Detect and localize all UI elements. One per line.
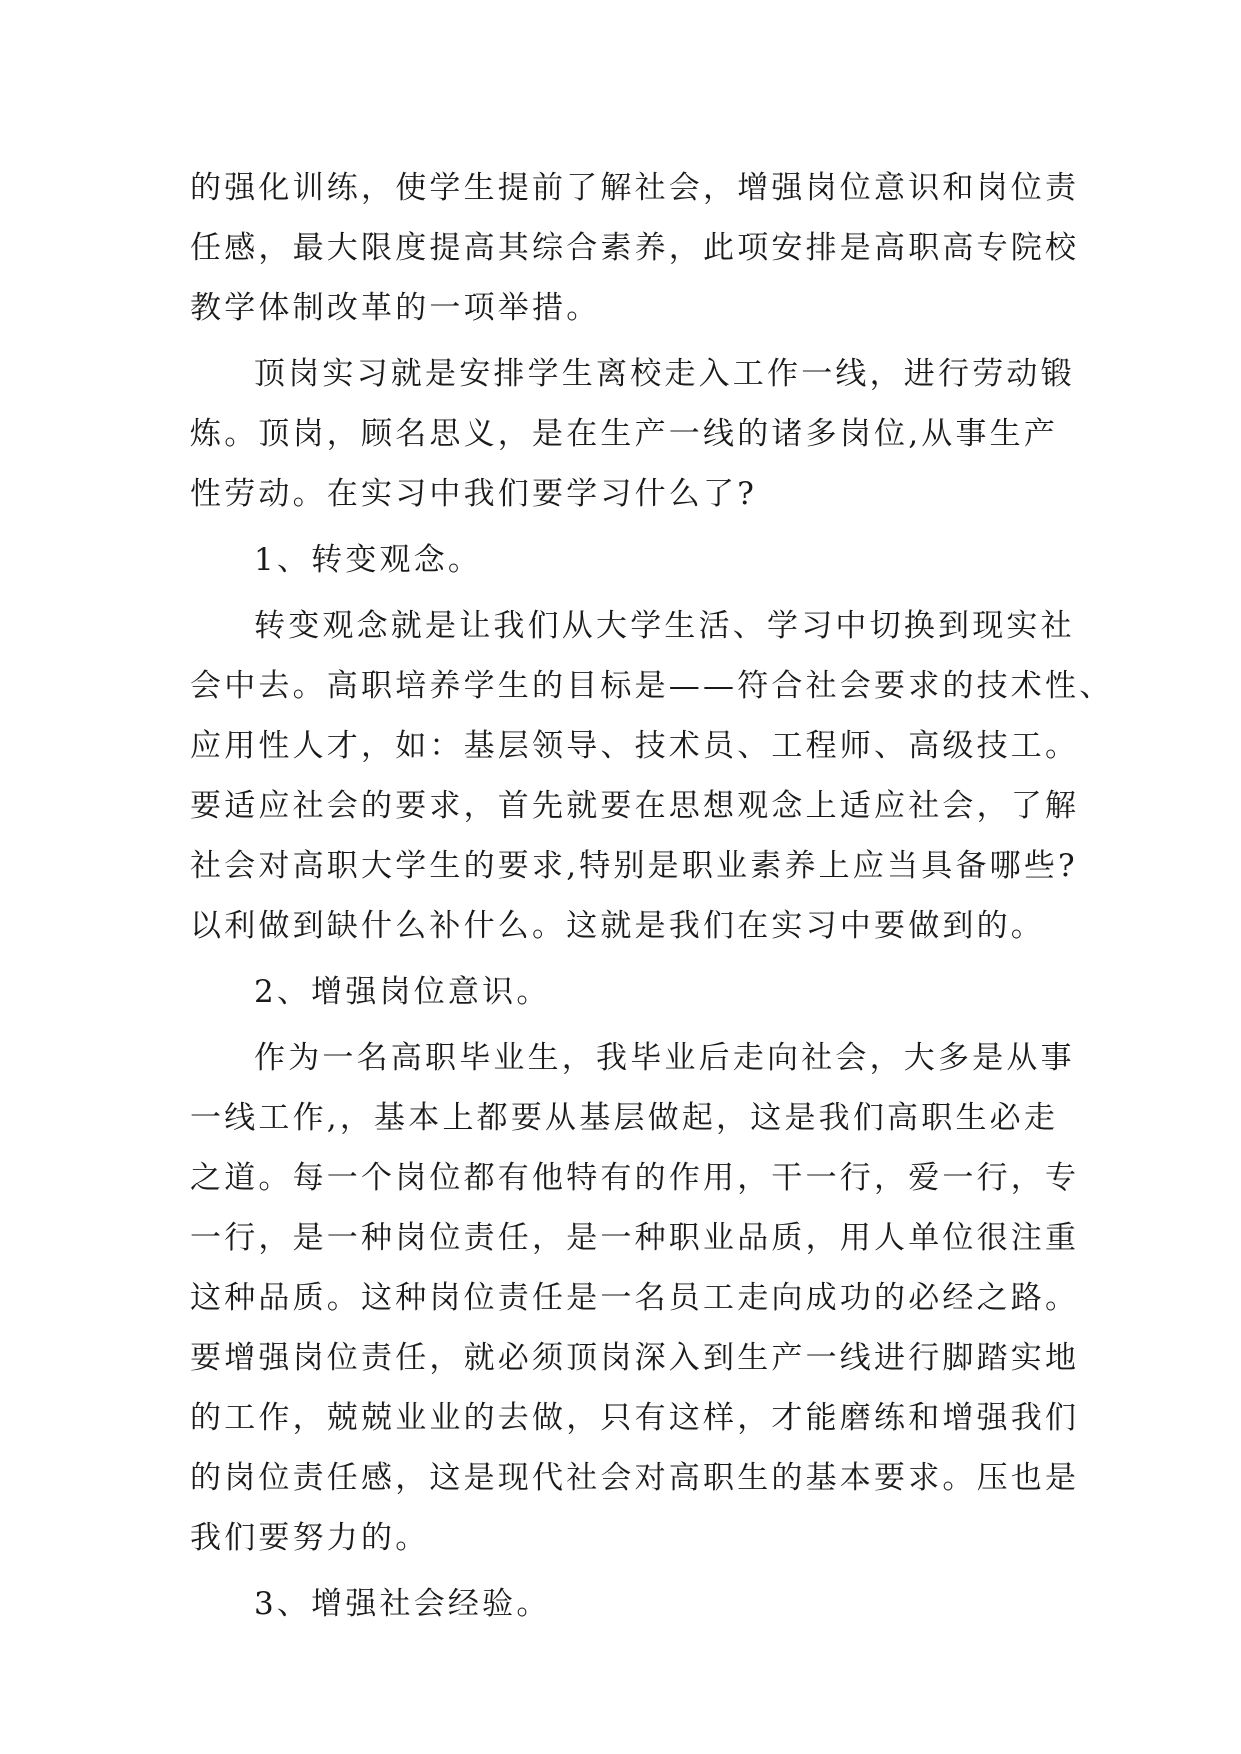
text-line: 应用性人才，如：基层领导、技术员、工程师、高级技工。	[190, 728, 1080, 764]
list-heading: 2、增强岗位意识。	[254, 974, 551, 1010]
text-line: 转变观念就是让我们从大学生活、学习中切换到现实社	[254, 608, 1075, 644]
text-line: 要适应社会的要求，首先就要在思想观念上适应社会，了解	[190, 788, 1080, 824]
text-line: 社会对高职大学生的要求,特别是职业素养上应当具备哪些?	[190, 848, 1078, 884]
text-line: 一行，是一种岗位责任，是一种职业品质，用人单位很注重	[190, 1220, 1080, 1256]
text-line: 会中去。高职培养学生的目标是——符合社会要求的技术性、	[190, 668, 1114, 704]
text-line: 之道。每一个岗位都有他特有的作用，干一行，爱一行，专	[190, 1160, 1080, 1196]
document-body	[190, 158, 1114, 1634]
text-line: 的工作，兢兢业业的去做，只有这样，才能磨练和增强我们	[190, 1400, 1080, 1436]
text-line: 要增强岗位责任，就必须顶岗深入到生产一线进行脚踏实地	[190, 1340, 1080, 1376]
text-line: 顶岗实习就是安排学生离校走入工作一线，进行劳动锻	[254, 356, 1075, 392]
text-line: 教学体制改革的一项举措。	[190, 290, 601, 326]
text-line: 任感，最大限度提高其综合素养，此项安排是高职高专院校	[190, 230, 1080, 266]
text-line: 这种品质。这种岗位责任是一名员工走向成功的必经之路。	[190, 1280, 1080, 1316]
text-line: 作为一名高职毕业生，我毕业后走向社会，大多是从事	[254, 1040, 1075, 1076]
text-line: 我们要努力的。	[190, 1520, 430, 1556]
text-line: 的强化训练，使学生提前了解社会，增强岗位意识和岗位责	[190, 170, 1080, 206]
text-line: 以利做到缺什么补什么。这就是我们在实习中要做到的。	[190, 908, 1045, 944]
list-heading: 3、增强社会经验。	[254, 1586, 551, 1622]
text-line: 一线工作,，基本上都要从基层做起，这是我们高职生必走	[190, 1100, 1059, 1136]
text-line: 炼。顶岗，顾名思义，是在生产一线的诸多岗位,从事生产	[190, 416, 1059, 452]
text-line: 性劳动。在实习中我们要学习什么了?	[190, 476, 758, 512]
text-line: 的岗位责任感，这是现代社会对高职生的基本要求。压也是	[190, 1460, 1080, 1496]
list-heading: 1、转变观念。	[254, 542, 483, 578]
